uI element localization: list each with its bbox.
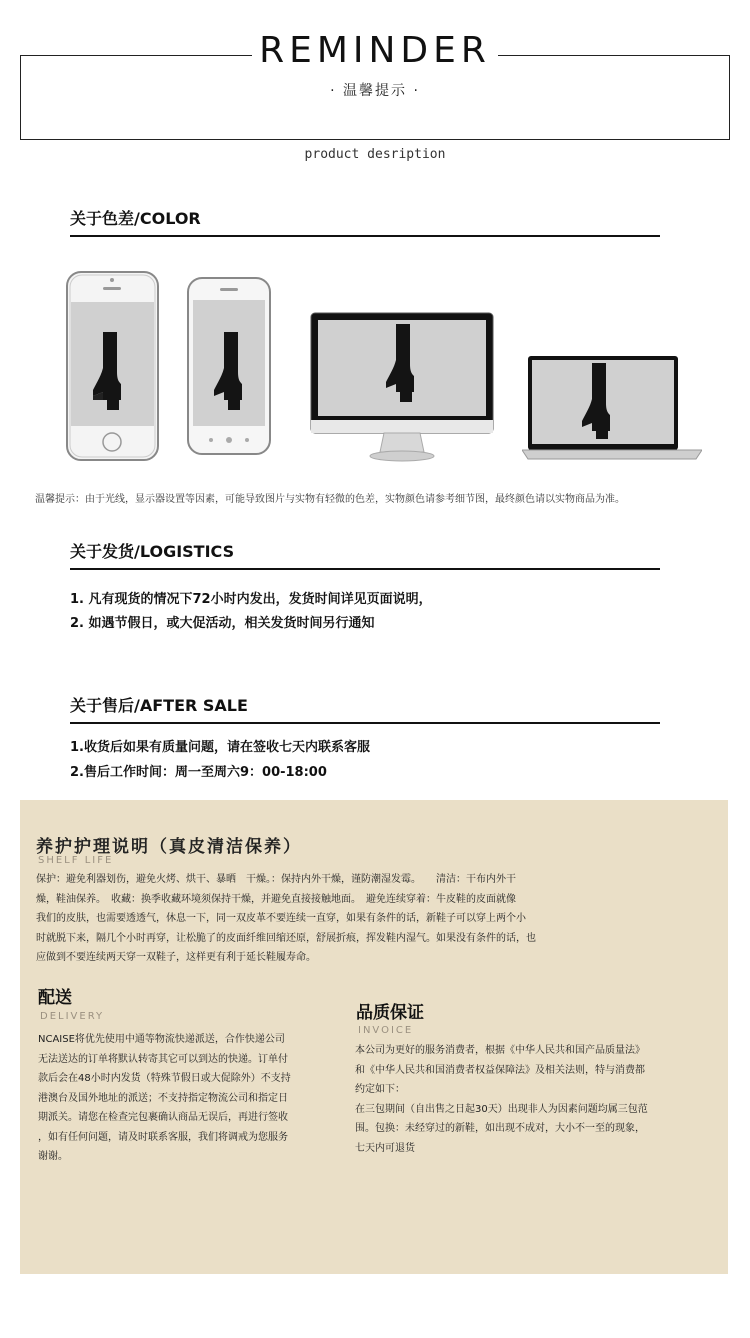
page-subtitle: · 温馨提示 · [330, 83, 420, 99]
quality-body [355, 1041, 695, 1158]
delivery-line: 港澳台及国外地址的派送；不支持指定物流公司和指定日 [38, 1092, 288, 1104]
page-title: REMINDER [259, 30, 491, 71]
quality-line: 围。包换：未经穿过的新鞋，如出现不成对，大小不一至的现象， [355, 1123, 645, 1134]
delivery-subtitle: DELIVERY [40, 1011, 105, 1022]
delivery-line: NCAISE将优先使用中通等物流快递派送，合作快递公司 [38, 1034, 285, 1045]
color-section-heading: 关于色差/COLOR [70, 206, 660, 237]
quality-subtitle: INVOICE [358, 1025, 414, 1036]
quality-title: 品质保证 [356, 1003, 424, 1023]
care-line: 应做到不要连续两天穿一双鞋子，这样更有利于延长鞋履寿命。 [36, 952, 316, 963]
laptop-device-icon [522, 355, 702, 461]
care-line: 燥，鞋油保养。 收藏：换季收藏环境须保持干燥，并避免直接接触地面。 避免连续穿着：牛皮鞋的皮面就像 [36, 893, 516, 905]
android-phone-icon [186, 276, 272, 456]
logistics-line-2: 2. 如遇节假日，或大促活动，相关发货时间另行通知 [70, 616, 375, 631]
iphone-device-icon [65, 270, 160, 462]
delivery-line: 款后会在48小时内发货（特殊节假日或大促除外）不支持 [38, 1073, 291, 1084]
logistics-line-1: 1. 凡有现货的情况下72小时内发出，发货时间详见页面说明， [70, 592, 432, 607]
care-subtitle: SHELF LIFE [38, 855, 114, 866]
delivery-line: 无法送达的订单将默认转寄其它可以到达的快递。订单付 [38, 1053, 288, 1065]
color-difference-note: 温馨提示：由于光线，显示器设置等因素，可能导致图片与实物有轻微的色差，实物颜色请参考细节图，最终颜色请以实物商品为准。 [35, 494, 625, 505]
desktop-monitor-icon [310, 312, 494, 464]
logistics-section-heading: 关于发货/LOGISTICS [70, 539, 660, 570]
care-line: 我们的皮肤，也需要透透气，休息一下，同一双皮革不要连续一直穿，如果有条件的话，新鞋子可以穿上两个小 [36, 913, 526, 924]
quality-line: 约定如下： [355, 1084, 405, 1095]
care-line: 保护：避免利器划伤，避免火烤、烘干、暴晒 干燥。：保持内外干燥，谨防潮湿发霉。 清洁：干布内外干 [36, 874, 516, 885]
delivery-line: ，如有任何问题，请及时联系客服，我们将调戒为您服务 [38, 1131, 288, 1143]
aftersale-section-heading: 关于售后/AFTER SALE [70, 693, 660, 724]
delivery-line: 谢谢。 [38, 1151, 68, 1162]
quality-line: 七天内可退货 [355, 1142, 415, 1154]
product-description-label: product desription [304, 147, 446, 162]
aftersale-line-1: 1.收货后如果有质量问题，请在签收七天内联系客服 [70, 740, 370, 755]
quality-line: 本公司为更好的服务消费者，根据《中华人民共和国产品质量法》 [355, 1045, 645, 1056]
care-body [36, 870, 616, 968]
delivery-line: 期派关。请您在检查完包裹确认商品无误后，再进行签收 [38, 1112, 288, 1123]
care-line: 时就脱下来，隔几个小时再穿，让松脆了的皮面纤维回缩还原，舒展折痕，挥发鞋内湿气。如果没有条件的话，也 [36, 932, 536, 944]
aftersale-line-2: 2.售后工作时间：周一至周六9：00-18:00 [70, 765, 327, 780]
quality-line: 和《中华人民共和国消费者权益保障法》及相关法则，特与消费都 [355, 1064, 645, 1076]
delivery-title: 配送 [38, 988, 72, 1008]
quality-line: 在三包期间（自出售之日起30天）出现非人为因素问题均属三包范 [355, 1103, 648, 1115]
care-title: 养护护理说明（真皮清洁保养） [36, 837, 302, 857]
delivery-body [38, 1030, 338, 1167]
